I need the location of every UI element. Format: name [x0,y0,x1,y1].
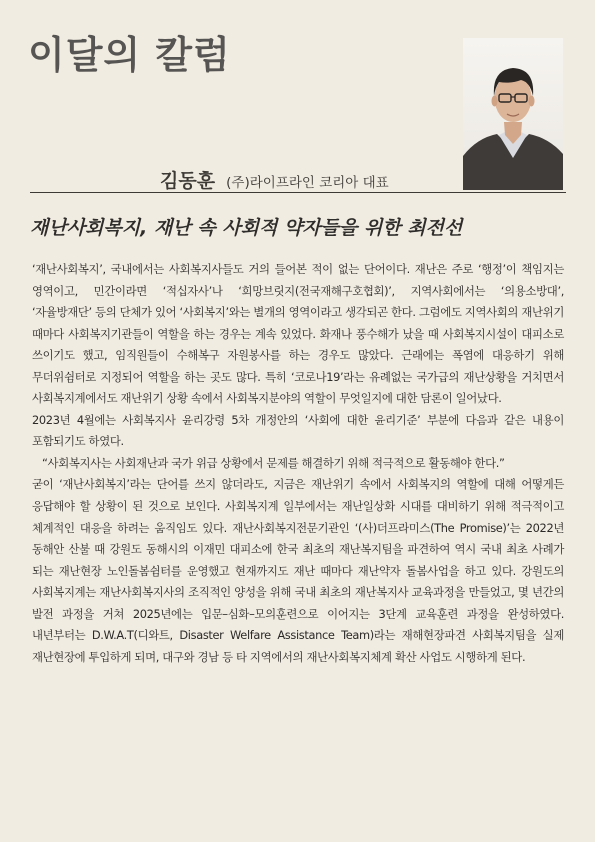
body-paragraph: 2023년 4월에는 사회복지사 윤리강령 5차 개정안의 ‘사회에 대한 윤리기준’ 부분에 다음과 같은 내용이 포함되기도 하였다. [32,412,564,449]
column-body [32,259,564,668]
section-title: 이달의 칼럼 [28,33,231,77]
divider-line [30,192,566,193]
author-role: (주)라이프라인 코리아 대표 [226,175,389,191]
author-photo-image [463,38,563,190]
author-name: 김동훈 [160,170,216,192]
column-headline: 재난사회복지, 재난 속 사회적 약자들을 위한 최전선 [30,217,463,239]
body-paragraph: 굳이 ‘재난사회복지’라는 단어를 쓰지 않더라도, 지금은 재난위기 속에서 사회복지의 역할에 대해 어떻게든 응답해야 할 상황이 된 것으로 보인다. 사회복지계 일부에서는 재난일상화 시대를 대비하기 위해 적극적이고 체계적인 대응을 하려는 움직임도 있다. 재난사회복지전문기관인 ‘(사)더프라미스(The Promise)’는 2022년 동해안 산불 때 강원도 동해시의 이재민 대피소에 한국 최초의 재난복지팀을 파견하여 역시 국내 최초 사례가 되는 재난현장 노인돌봄쉼터를 운영했고 현재까지도 재난 때마다 재난약자 돌봄사업을 하고 있다. 강원도의 사회복지계는 재난사회복지사의 조직적인 양성을 위해 국내 최초의 재난복지사 교육과정을 만들었고, 몇 년간의 발전 과정을 거쳐 2025년에는 입문–심화–모의훈련으로 이어지는 3단계 교육훈련 과정을 완성하였다. 내년부터는 D.W.A.T(디와트, Disaster Welfare Assistance Team)라는 재해현장파견 사회복지팀을 실제 재난현장에 투입하게 되며, 대구와 경남 등 타 지역에서의 재난사회복지체계 확산 사업도 시행하게 된다. [32,477,564,664]
quoted-ethics-clause: “사회복지사는 사회재난과 국가 위급 상황에서 문제를 해결하기 위해 적극적으로 활동해야 한다.” [42,455,505,470]
author-line [160,166,389,192]
body-paragraph: ‘재난사회복지’, 국내에서는 사회복지사들도 거의 들어본 적이 없는 단어이다. 재난은 주로 ‘행정’이 책임지는 영역이고, 민간이라면 ‘적십자사’나 ‘희망브릿지(전국재해구호협회)’, 지역사회에서는 ‘의용소방대’, ‘자율방재단’ 등의 단체가 있어 ‘사회복지’와는 별개의 영역이라고 생각되곤 한다. 그럼에도 지역사회의 재난위기 때마다 사회복지기관들이 역할을 하는 경우는 계속 있었다. 화재나 풍수해가 났을 때 사회복지시설이 대피소로 쓰이기도 했고, 임직원들이 수해복구 자원봉사를 하는 경우도 많았다. 근래에는 폭염에 대응하기 위해 무더위쉼터로 지정되어 역할을 하는 곳도 많다. 특히 ‘코로나19’라는 유례없는 국가급의 재난상황을 거치면서 사회복지계에서도 재난위기 상황 속에서 사회복지분야의 역할이 무엇일지에 대한 담론이 일어났다. [32,262,564,406]
author-portrait [463,38,563,190]
